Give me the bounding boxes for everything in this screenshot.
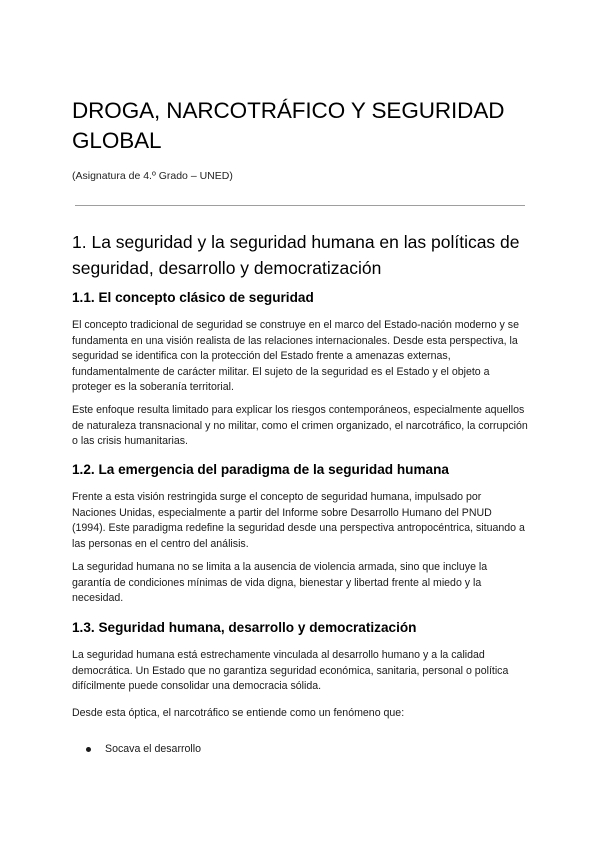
list-item: [86, 741, 201, 757]
section-1-heading: 1. La seguridad y la seguridad humana en las políticas de seguridad, desarrollo y democratización: [72, 232, 520, 278]
bullet-list: [86, 741, 201, 757]
section-1-1-paragraph-1: El concepto tradicional de seguridad se construye en el marco del Estado-nación moderno y se fundamenta en una visión realista de las relaciones internacionales. Desde esta perspectiva, la seguridad se identifica con la protección del Estado frente a amenazas externas, fundamentalmente de carácter militar. El sujeto de la seguridad es el Estado y el objeto a proteger es la soberanía territorial.: [72, 319, 519, 394]
section-1-3-paragraph-1: La seguridad humana está estrechamente vinculada al desarrollo humano y a la calidad democrática. Un Estado que no garantiza seguridad económica, sanitaria, personal o política difícilmente puede consolidar una democracia sólida.: [72, 649, 509, 693]
document-subtitle: (Asignatura de 4.º Grado – UNED): [72, 170, 233, 182]
list-item-text: Socava el desarrollo: [105, 743, 201, 755]
section-1-3-paragraph-2: Desde esta óptica, el narcotráfico se entiende como un fenómeno que:: [72, 707, 405, 719]
section-1-1-heading: 1.1. El concepto clásico de seguridad: [72, 290, 314, 305]
section-1-1-paragraph-2: Este enfoque resulta limitado para explicar los riesgos contemporáneos, especialmente aquellos de naturaleza transnacional y no militar, como el crimen organizado, el narcotráfico, la corrupción o las crisis humanitarias.: [72, 404, 528, 448]
section-1-2-heading: 1.2. La emergencia del paradigma de la seguridad humana: [72, 462, 449, 477]
section-1-2-paragraph-1: Frente a esta visión restringida surge el concepto de seguridad humana, impulsado por Naciones Unidas, especialmente a partir del Informe sobre Desarrollo Humano del PNUD (1994). Este paradigma redefine la seguridad desde una perspectiva antropocéntrica, situando a las personas en el centro del análisis.: [72, 491, 525, 550]
section-1-2-paragraph-2: La seguridad humana no se limita a la ausencia de violencia armada, sino que incluye la garantía de condiciones mínimas de vida digna, bienestar y libertad frente al miedo y la necesidad.: [72, 561, 488, 605]
section-1-3-heading: 1.3. Seguridad humana, desarrollo y democratización: [72, 620, 417, 635]
bullet-icon: [86, 747, 91, 752]
document-title: DROGA, NARCOTRÁFICO Y SEGURIDAD GLOBAL: [72, 98, 505, 153]
horizontal-divider: [75, 205, 525, 206]
